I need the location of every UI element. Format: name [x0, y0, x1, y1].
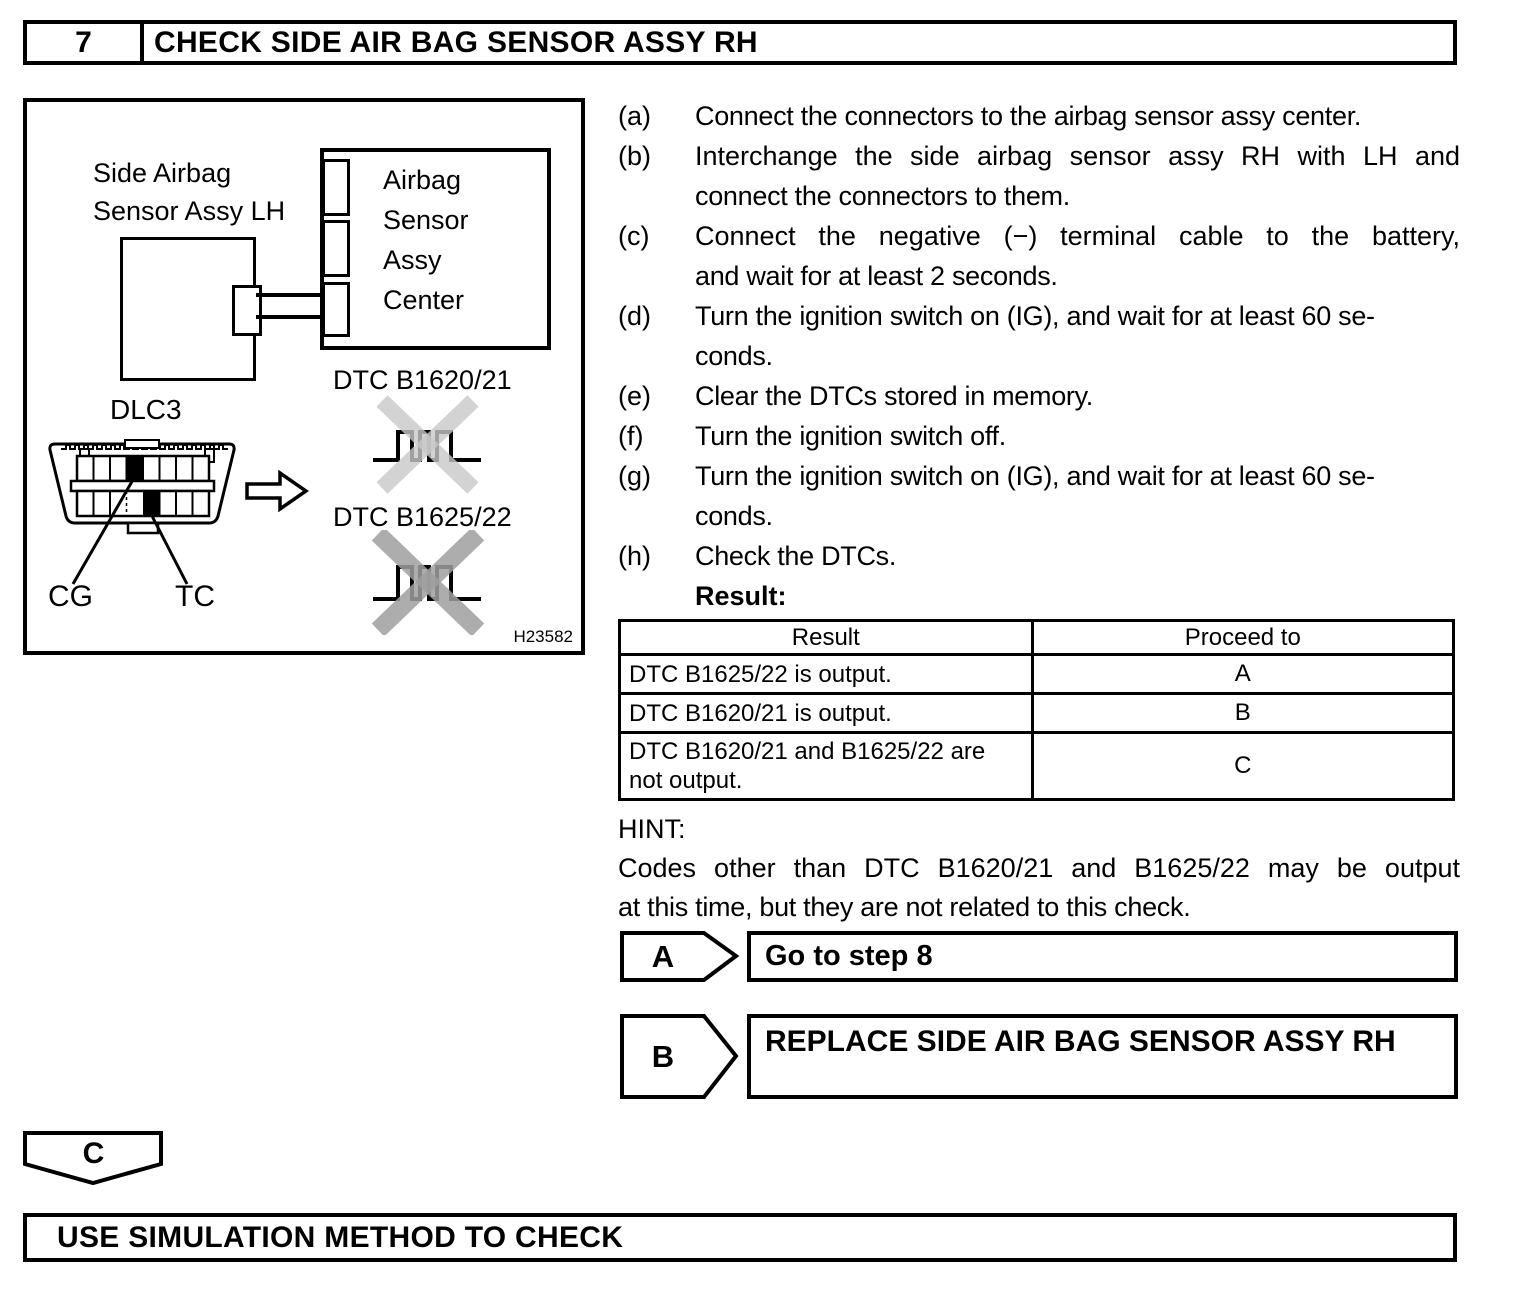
procedure-step-header — [23, 20, 1457, 65]
step-line: Connect the negative (−) terminal cable to the battery, — [695, 221, 1460, 251]
step-line: conds. — [695, 501, 773, 531]
label-line: Sensor — [383, 205, 469, 235]
step-letter: (c) — [618, 221, 650, 251]
dlc3-label: DLC3 — [110, 394, 182, 425]
step-number: 7 — [27, 24, 144, 61]
step-title: CHECK SIDE AIR BAG SENSOR ASSY RH — [154, 25, 758, 59]
dtc-b1625-label: DTC B1625/22 — [333, 502, 512, 532]
column-header-result: Result — [620, 621, 1033, 655]
instruction-step — [618, 416, 1460, 456]
table-row — [620, 694, 1454, 733]
instruction-step — [618, 96, 1460, 136]
step-line: and wait for at least 2 seconds. — [695, 261, 1058, 291]
hint-heading: HINT: — [618, 814, 686, 844]
step-letter: (h) — [618, 541, 651, 571]
result-heading: Result: — [695, 581, 787, 611]
result-cell: DTC B1625/22 is output. — [620, 655, 1033, 694]
table-row — [620, 733, 1454, 800]
step-letter: (d) — [618, 301, 651, 331]
tag-letter: A — [651, 939, 675, 974]
proceed-cell: C — [1032, 733, 1453, 800]
decision-tag-a — [620, 931, 740, 987]
label-line: Side Airbag — [93, 158, 232, 188]
instruction-step — [618, 536, 1460, 576]
step-letter: (f) — [618, 421, 644, 451]
hint-text-line: Codes other than DTC B1620/21 and B1625/22 may be output — [618, 853, 1460, 883]
decision-action-text: Go to step 8 — [765, 940, 933, 972]
step-line: Turn the ignition switch on (IG), and wait for at least 60 se- — [695, 461, 1375, 491]
label-line: Airbag — [383, 165, 462, 195]
dlc3-connector-diagram — [45, 438, 245, 598]
proceed-cell: B — [1032, 694, 1453, 733]
side-airbag-sensor-lh-label — [93, 154, 285, 230]
center-connector-slot — [322, 220, 350, 277]
result-cell: DTC B1620/21 is output. — [620, 694, 1033, 733]
step-line: Clear the DTCs stored in memory. — [695, 381, 1094, 411]
dtc-b1620-label: DTC B1620/21 — [333, 365, 512, 395]
label-line: Assy — [383, 245, 442, 275]
block-arrow-right-icon — [245, 470, 309, 512]
next-step-action-bar — [23, 1213, 1457, 1262]
step-line: Turn the ignition switch off. — [695, 421, 1006, 451]
label-line: Sensor Assy LH — [93, 196, 286, 226]
step-line: conds. — [695, 341, 773, 371]
result-table — [618, 619, 1455, 801]
footer-action-text: USE SIMULATION METHOD TO CHECK — [57, 1220, 624, 1254]
label-line: Center — [383, 285, 465, 315]
tag-letter: B — [651, 1039, 675, 1074]
center-connector-slot — [322, 159, 350, 216]
step-letter: (a) — [618, 101, 651, 131]
instruction-step — [618, 376, 1460, 416]
wire-line — [256, 315, 328, 319]
decision-action-box — [747, 931, 1458, 982]
step-letter: (g) — [618, 461, 651, 491]
table-row — [620, 655, 1454, 694]
airbag-sensor-center-label — [383, 160, 469, 320]
step-letter: (b) — [618, 141, 651, 171]
cg-pin-label: CG — [48, 580, 93, 613]
step-line: Check the DTCs. — [695, 541, 897, 571]
crossed-waveform-b1625-icon — [368, 530, 488, 635]
wire-line — [256, 293, 328, 297]
instruction-step — [618, 136, 1460, 216]
decision-row-b — [620, 1014, 1458, 1099]
instruction-step — [618, 216, 1460, 296]
column-header-proceed-to: Proceed to — [1032, 621, 1453, 655]
decision-action-box — [747, 1014, 1458, 1099]
tc-pin-label: TC — [175, 580, 215, 613]
table-header-row — [620, 621, 1454, 655]
instruction-step — [618, 296, 1460, 376]
result-cell: DTC B1620/21 and B1625/22 are not output. — [620, 733, 1033, 800]
step-letter: (e) — [618, 381, 651, 411]
decision-action-text: REPLACE SIDE AIR BAG SENSOR ASSY RH — [765, 1025, 1396, 1058]
proceed-cell: A — [1032, 655, 1453, 694]
instruction-list — [618, 96, 1460, 927]
instruction-step — [618, 456, 1460, 536]
tag-letter: C — [82, 1137, 105, 1170]
continuation-tag-c — [23, 1131, 164, 1187]
decision-row-a — [620, 931, 1458, 982]
step-line: Connect the connectors to the airbag sensor assy center. — [695, 101, 1362, 131]
center-connector-slot — [322, 282, 350, 337]
figure-panel — [23, 98, 585, 655]
step-line: Turn the ignition switch on (IG), and wait for at least 60 se- — [695, 301, 1375, 331]
crossed-waveform-b1620-icon — [368, 393, 488, 498]
hint-text-line: at this time, but they are not related to this check. — [618, 892, 1191, 922]
step-line: connect the connectors to them. — [695, 181, 1070, 211]
decision-tag-b — [620, 1014, 740, 1104]
step-line: Interchange the side airbag sensor assy RH with LH and — [695, 141, 1460, 171]
figure-id: H23582 — [513, 627, 573, 646]
